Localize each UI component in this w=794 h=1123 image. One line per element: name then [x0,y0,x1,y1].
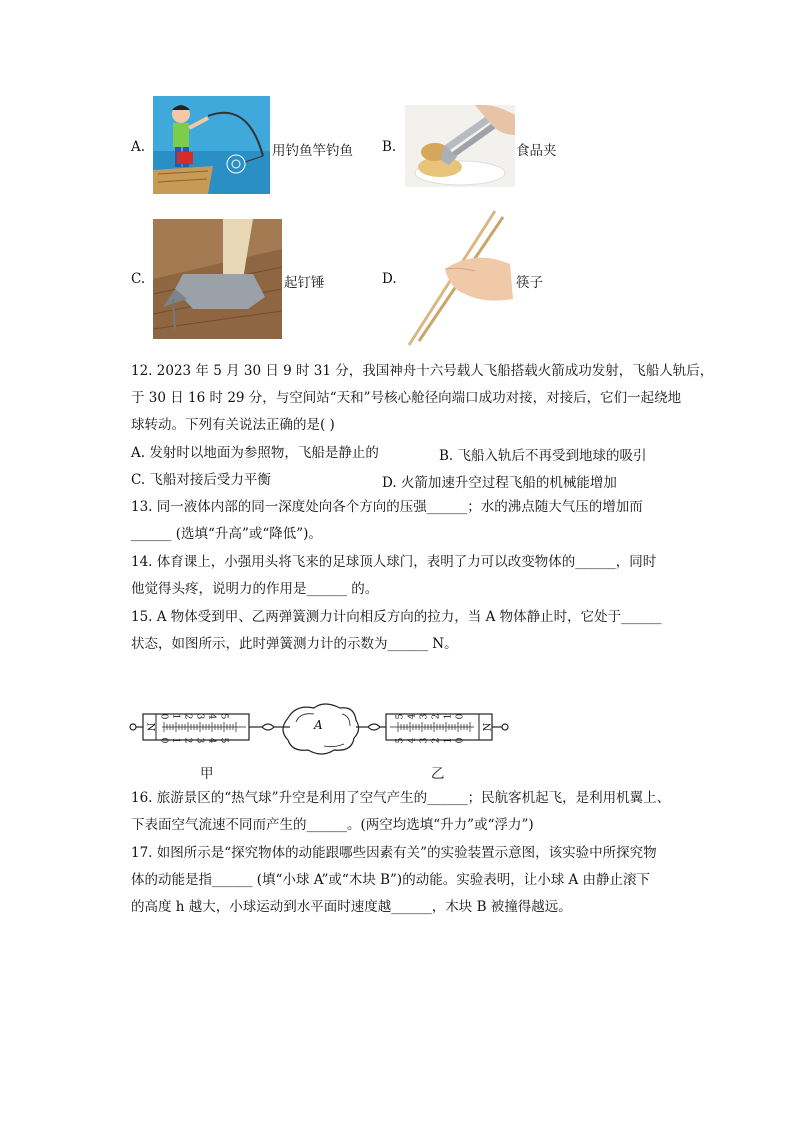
q14-line2: 他觉得头疼，说明力的作用是______ 的。 [131,581,379,597]
q12-option-b: B. 飞船入轨后不再受到地球的吸引 [439,448,647,464]
right-tick-0: 0 [455,713,466,720]
claw-hammer-photo [153,219,282,339]
left-tick-4: 4 [206,713,217,720]
right-tick-0b: 0 [455,737,466,744]
q12-line2: 于 30 日 16 时 29 分，与空间站“天和”号核心舱径向端口成功对接，对接后，它们一起绕地 [131,390,682,406]
food-tongs-photo [405,105,515,187]
right-scale-unit: N [482,722,493,732]
q17-line1: 17. 如图所示是“探究物体的动能跟哪些因素有关”的实验装置示意图，该实验中所探究物 [131,845,657,861]
left-tick-5b: 5 [218,737,229,744]
q15-line2: 状态，如图所示，此时弹簧测力计的示数为______ N。 [131,636,458,652]
q17-line3: 的高度 h 越大，小球运动到水平面时速度越______，木块 B 被撞得越远。 [131,899,572,915]
scale-label-yi: 乙 [431,766,445,782]
right-tick-1b: 1 [443,737,454,744]
option-b-letter: B. [382,139,397,155]
fishing-rod-illustration [153,96,270,194]
right-tick-1: 1 [443,713,454,720]
option-a-letter: A. [131,139,146,155]
left-tick-0b: 0 [158,737,169,744]
q13-line1: 13. 同一液体内部的同一深度处向各个方向的压强______；水的沸点随大气压的增加而 [131,499,643,515]
left-scale-unit: N [145,722,156,732]
right-tick-3b: 3 [419,737,430,744]
q12-option-c: C. 飞船对接后受力平衡 [131,472,271,488]
option-c-letter: C. [131,271,146,287]
right-tick-4: 4 [407,713,418,720]
q15-line1: 15. A 物体受到甲、乙两弹簧测力计向相反方向的拉力，当 A 物体静止时，它处于______ [131,609,662,625]
q14-line1: 14. 体育课上，小强用头将飞来的足球顶人球门，表明了力可以改变物体的______，同时 [131,554,657,570]
scale-label-jia: 甲 [200,766,214,782]
option-c-label: 起钉锤 [284,275,325,291]
left-tick-5: 5 [218,713,229,720]
q12-line3: 球转动。下列有关说法正确的是( ) [131,417,335,433]
right-tick-5b: 5 [395,737,406,744]
chopsticks-photo [405,209,515,347]
left-tick-2b: 2 [182,737,193,744]
option-d-letter: D. [382,271,397,287]
left-tick-3: 3 [194,713,205,720]
left-tick-1b: 1 [170,737,181,744]
option-a-label: 用钓鱼竿钓鱼 [272,143,353,159]
right-tick-5: 5 [395,713,406,720]
left-tick-2: 2 [182,713,193,720]
right-tick-3: 3 [419,713,430,720]
q13-line2: ______ (选填“升高”或“降低”)。 [131,526,322,542]
q17-line2: 体的动能是指______ (填“小球 A”或“木块 B”)的动能。实验表明，让小球 A 由静止滚下 [131,872,651,888]
option-b-label: 食品夹 [516,143,557,159]
object-a-label: A [314,718,323,732]
q16-line1: 16. 旅游景区的“热气球”升空是利用了空气产生的______；民航客机起飞，是利用机翼上、 [131,790,671,806]
left-tick-3b: 3 [194,737,205,744]
q12-option-a: A. 发射时以地面为参照物，飞船是静止的 [131,445,379,461]
q12-option-d: D. 火箭加速升空过程飞船的机械能增加 [382,475,617,491]
q12-line1: 12. 2023 年 5 月 30 日 9 时 31 分，我国神舟十六号载人飞船搭载火箭成功发射，飞船人轨后， [131,363,714,379]
left-tick-4b: 4 [206,737,217,744]
left-tick-0: 0 [158,713,169,720]
left-tick-1: 1 [170,713,181,720]
right-tick-2: 2 [431,713,442,720]
option-d-label: 筷子 [516,275,543,291]
right-tick-2b: 2 [431,737,442,744]
right-tick-4b: 4 [407,737,418,744]
q16-line2: 下表面空气流速不同而产生的______。(两空均选填“升力”或“浮力”) [131,817,534,833]
